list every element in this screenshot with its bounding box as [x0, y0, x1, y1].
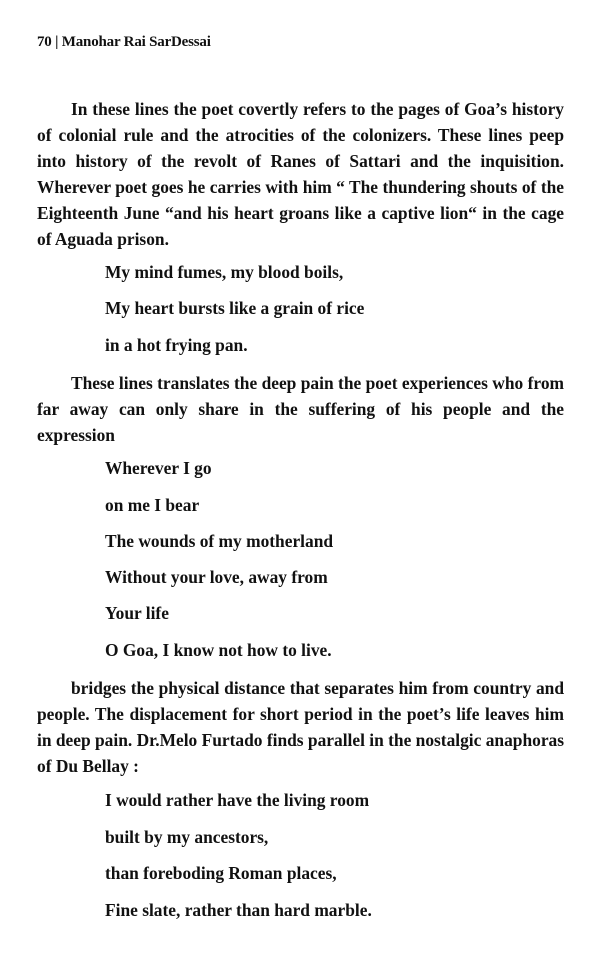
verse-line: My mind fumes, my blood boils, [105, 262, 344, 282]
verse-line: My heart bursts like a grain of rice [105, 298, 365, 318]
verse-line: Fine slate, rather than hard marble. [105, 900, 372, 920]
verse-line: than foreboding Roman places, [105, 863, 337, 883]
verse-line: in a hot frying pan. [105, 335, 248, 355]
verse-line: The wounds of my motherland [105, 531, 334, 551]
running-head: 70 | Manohar Rai SarDessai [37, 34, 211, 50]
verse-line: I would rather have the living room [105, 790, 370, 810]
verse-line: Wherever I go [105, 458, 212, 478]
verse-line: on me I bear [105, 495, 200, 515]
verse-line: Without your love, away from [105, 567, 328, 587]
paragraph-1: In these lines the poet covertly refers to the pages of Goa’s history of colonial rule and the atrocities of the colonizers. These lines peep into history of the revolt of Ranes of Sattari and the inquisition. Wherever poet goes he carries with him “ The thundering shouts of the Eighteenth June “and his heart groans like a captive lion“ in the cage of Aguada prison. [37, 99, 564, 249]
verse-line: Your life [105, 603, 169, 623]
paragraph-2: These lines translates the deep pain the poet experiences who from far away can only share in the suffering of his people and the expression [37, 373, 564, 445]
verse-line: O Goa, I know not how to live. [105, 640, 332, 660]
paragraph-3: bridges the physical distance that separates him from country and people. The displacement for short period in the poet’s life leaves him in deep pain. Dr.Melo Furtado finds parallel in the nostalgic anaphoras of Du Bellay : [37, 678, 564, 776]
verse-line: built by my ancestors, [105, 827, 269, 847]
